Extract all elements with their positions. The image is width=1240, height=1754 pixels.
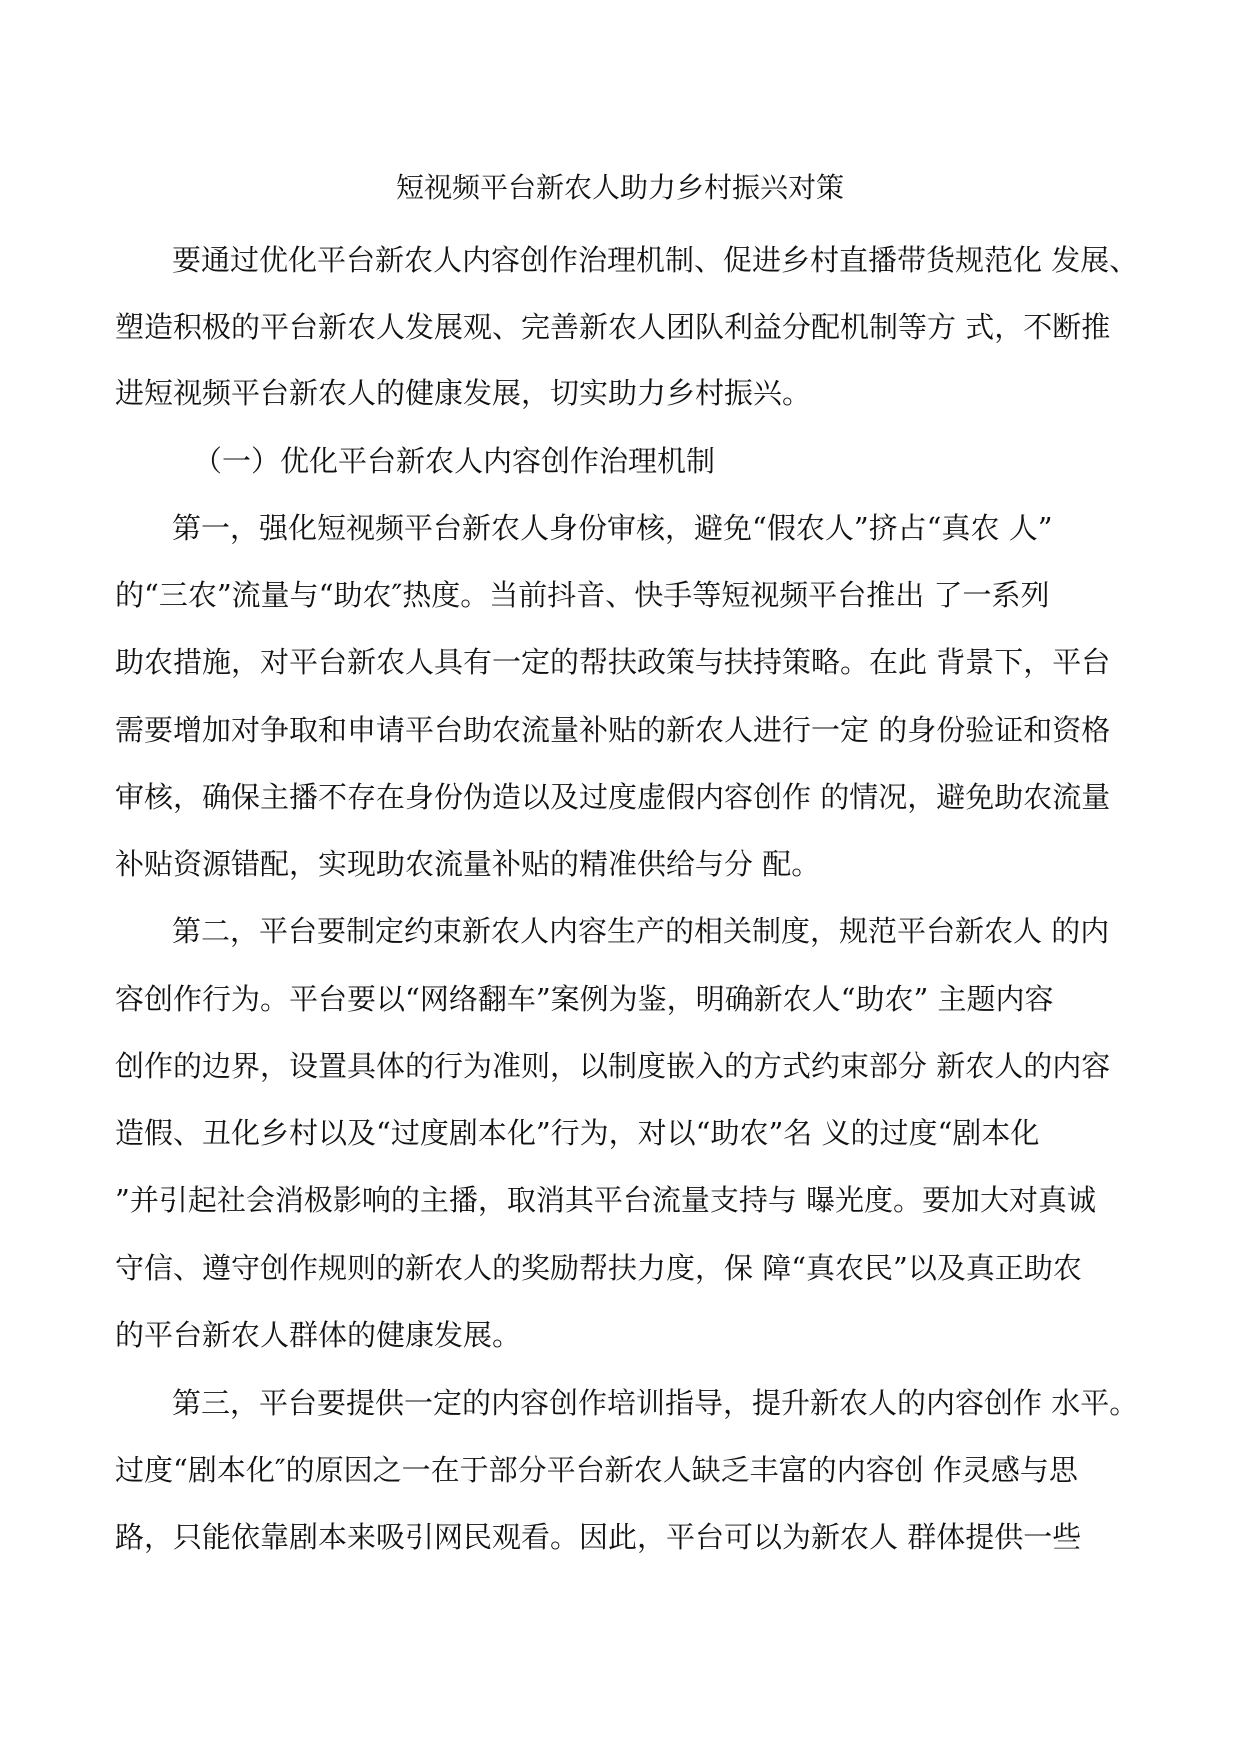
- paragraph-second-line-6: 守信、遵守创作规则的新农人的奖励帮扶力度，保 障“真农民”以及真正助农: [115, 1251, 1082, 1285]
- document-title: 短视频平台新农人助力乡村振兴对策: [395, 171, 844, 204]
- paragraph-third-line-2: 过度“剧本化″的原因之一在于部分平台新农人缺乏丰富的内容创 作灵感与思: [115, 1453, 1078, 1487]
- paragraph-intro-line-1: 要通过优化平台新农人内容创作治理机制、促进乡村直播带货规范化 发展、: [172, 243, 1139, 277]
- paragraph-second-line-4: 造假、丑化乡村以及“过度剧本化”行为，对以“助农”名 义的过度“剧本化: [115, 1116, 1040, 1150]
- paragraph-second-line-7: 的平台新农人群体的健康发展。: [115, 1318, 522, 1352]
- paragraph-second-line-5: ”并引起社会消极影响的主播，取消其平台流量支持与 曝光度。要加大对真诚: [115, 1183, 1097, 1217]
- section-heading-1: （一）优化平台新农人内容创作治理机制: [193, 444, 716, 478]
- paragraph-first-line-4: 需要增加对争取和申请平台助农流量补贴的新农人进行一定 的身份验证和资格: [115, 713, 1111, 747]
- paragraph-first-line-5: 审核，确保主播不存在身份伪造以及过度虚假内容创作 的情况，避免助农流量: [115, 780, 1111, 814]
- paragraph-intro-line-2: 塑造积极的平台新农人发展观、完善新农人团队利益分配机制等方 式，不断推: [115, 310, 1111, 344]
- paragraph-first-line-6: 补贴资源错配，实现助农流量补贴的精准供给与分 配。: [115, 847, 821, 881]
- paragraph-third-line-3: 路，只能依靠剧本来吸引网民观看。因此，平台可以为新农人 群体提供一些: [115, 1520, 1082, 1554]
- paragraph-first-line-2: 的“三农”流量与“助农″热度。当前抖音、快手等短视频平台推出 了一系列: [115, 578, 1050, 612]
- paragraph-first-line-1: 第一，强化短视频平台新农人身份审核，避免“假农人”挤占“真农 人”: [172, 511, 1053, 545]
- paragraph-intro-line-3: 进短视频平台新农人的健康发展，切实助力乡村振兴。: [115, 376, 812, 410]
- paragraph-second-line-3: 创作的边界，设置具体的行为准则，以制度嵌入的方式约束部分 新农人的内容: [115, 1049, 1111, 1083]
- paragraph-second-line-1: 第二，平台要制定约束新农人内容生产的相关制度，规范平台新农人 的内: [172, 914, 1110, 948]
- paragraph-second-line-2: 容创作行为。平台要以“网络翻车”案例为鉴，明确新农人“助农” 主题内容: [115, 982, 1054, 1016]
- paragraph-third-line-1: 第三，平台要提供一定的内容创作培训指导，提升新农人的内容创作 水平。: [172, 1386, 1139, 1420]
- paragraph-first-line-3: 助农措施，对平台新农人具有一定的帮扶政策与扶持策略。在此 背景下，平台: [115, 645, 1111, 679]
